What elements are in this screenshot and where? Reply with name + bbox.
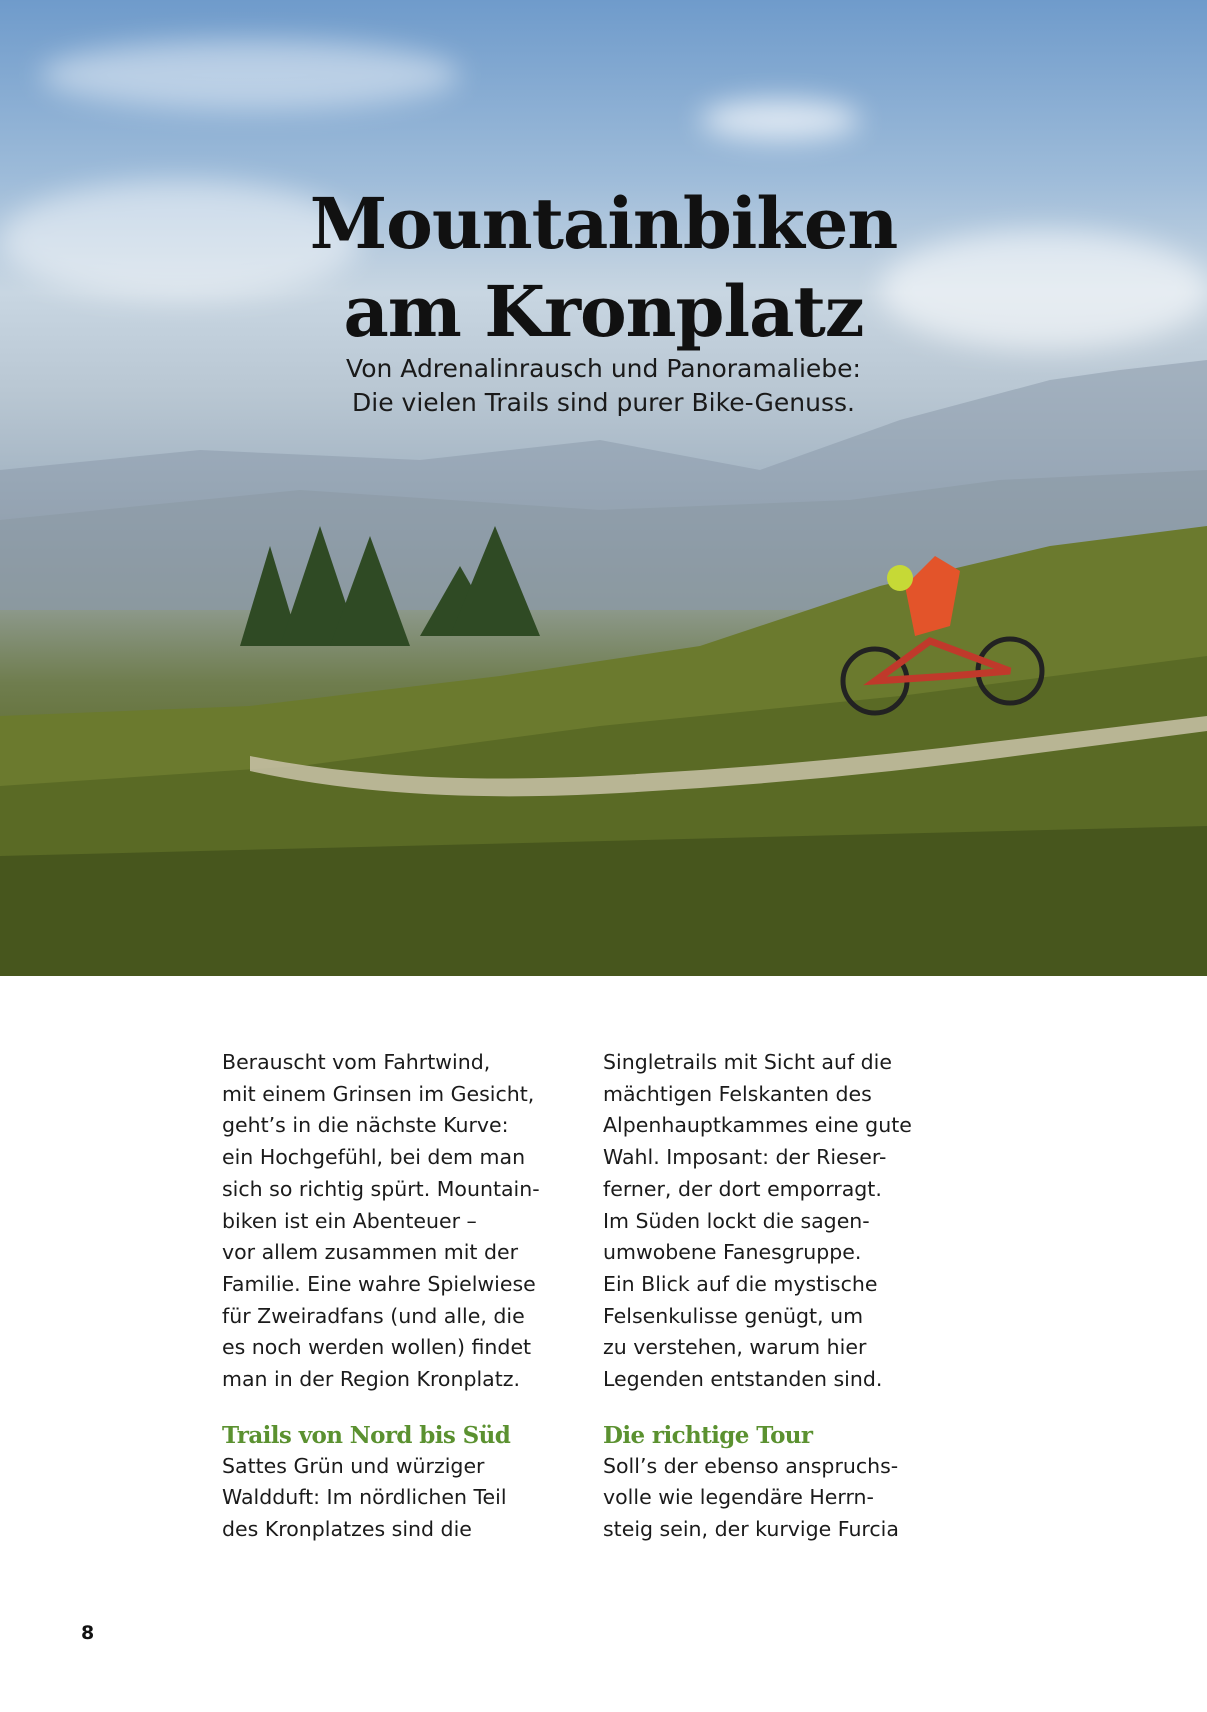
grassy-hillside	[0, 526, 1207, 976]
article-title	[0, 180, 1207, 356]
continued-paragraph: Singletrails mit Sicht auf die mächtigen Felskanten des Alpenhauptkammes eine gute Wahl. Imposant: der Rieser- ferner, der dort emporragt. Im Süden lockt die sagen- umwobene Fanesgruppe. Ein Blick auf die mystische Felsenkulisse genügt, um zu verstehen, warum hier Legenden entstanden sind.	[603, 1050, 912, 1392]
article-subtitle	[0, 352, 1207, 420]
section-paragraph: Soll’s der ebenso anspruchs- volle wie legendäre Herrn- steig sein, der kurvige Furcia	[603, 1453, 899, 1542]
text-column-left	[222, 1047, 592, 1546]
intro-paragraph: Berauscht vom Fahrtwind, mit einem Grinsen im Gesicht, geht’s in die nächste Kurve: ein Hochgefühl, bei dem man sich so richtig spürt. Mountain- biken ist ein Abenteuer – vor allem zusammen mit der Familie. Eine wahre Spielwiese für Zweiradfans (und alle, die es noch werden wollen) findet man in der Region Kronplatz.	[222, 1050, 540, 1392]
title-line-1: Mountainbiken	[309, 182, 898, 265]
section-heading: Die richtige Tour	[603, 1421, 813, 1449]
cloud	[40, 40, 460, 110]
page-number: 8	[81, 1622, 95, 1644]
section-paragraph: Sattes Grün und würziger Waldduft: Im nördlichen Teil des Kronplatzes sind die	[222, 1453, 507, 1542]
cloud	[700, 100, 860, 140]
subtitle-line-2: Die vielen Trails sind purer Bike-Genuss.	[352, 388, 855, 417]
title-line-2: am Kronplatz	[343, 270, 864, 353]
subtitle-line-1: Von Adrenalinrausch und Panoramaliebe:	[346, 354, 861, 383]
text-column-right	[603, 1047, 973, 1546]
section-heading: Trails von Nord bis Süd	[222, 1421, 511, 1449]
